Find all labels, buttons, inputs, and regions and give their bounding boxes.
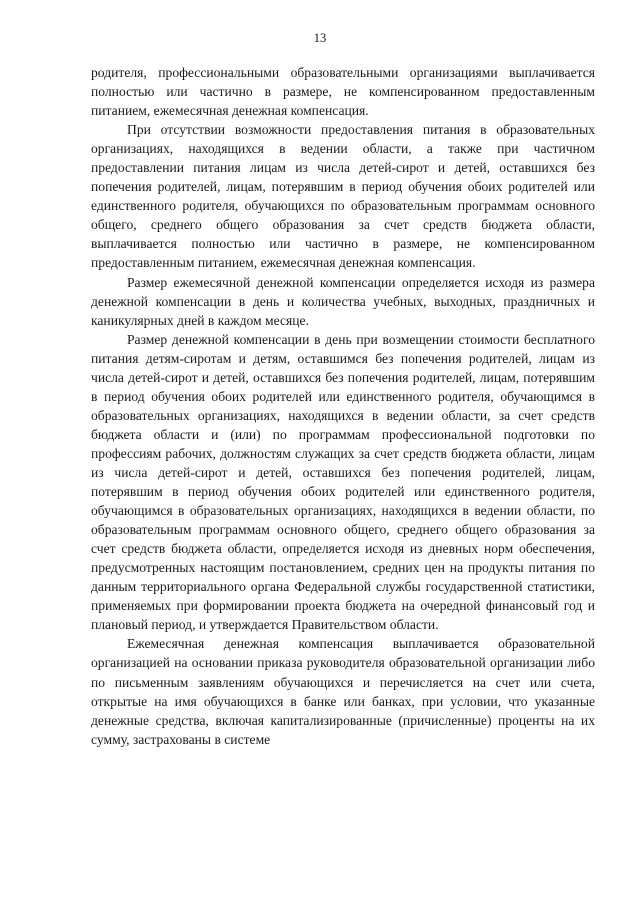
page-number: 13 [313, 31, 327, 45]
paragraph: При отсутствии возможности предоставления питания в образовательных организациях, находящихся в ведении области, а также при частичном предоставлении питания лицам из числа детей-сирот и детей, оставшихся без попечения родителей, лицам, потерявшим в период обучения обоих родителей или единственного родителя, обучающихся по образовательным программам основного общего, среднего общего образования за счет средств бюджета области, выплачивается полностью или частично в размере, не компенсированном предоставленным питанием, ежемесячная денежная компенсация. [91, 122, 595, 271]
paragraph: Размер ежемесячной денежной компенсации определяется исходя из размера денежной компенсации в день и количества учебных, выходных, праздничных и каникулярных дней в каждом месяце. [91, 274, 595, 328]
paragraph: Размер денежной компенсации в день при возмещении стоимости бесплатного питания детям-сиротам и детям, оставшимся без попечения родителей, лицам из числа детей-сирот и детей, оставшихся без попечения родителей, лицам, потерявшим в период обучения обоих родителей или единственного родителя, обучающимся в образовательных организациях, находящихся в ведении области, за счет средств бюджета области и (или) по программам профессиональной подготовки по профессиям рабочих, должностям служащих за счет средств бюджета области, лицам из числа детей-сирот и детей, оставшихся без попечения родителей, лицам, потерявшим в период обучения обоих родителей или единственного родителя, обучающимся в образовательных организациях, находящихся в ведении области, по образовательным программам основного общего, среднего общего образования за счет средств бюджета области, определяется исходя из дневных норм обеспечения, предусмотренных настоящим постановлением, средних цен на продукты питания по данным территориального органа Федеральной службы государственной статистики, применяемых при формировании проекта бюджета на очередной финансовый год и плановый период, и утверждается Правительством области. [91, 331, 595, 633]
paragraph: Ежемесячная денежная компенсация выплачивается образовательной организацией на основании приказа руководителя образовательной организации либо по письменным заявлениям обучающихся и перечисляется на счет или счета, открытые на имя обучающихся в банке или банках, при условии, что указанные денежные средства, включая капитализированные (причисленные) проценты на их сумму, застрахованы в системе [91, 636, 595, 747]
paragraph-continuation: родителя, профессиональными образовательными организациями выплачивается полностью или частично в размере, не компенсированном предоставленным питанием, ежемесячная денежная компенсация. [91, 65, 595, 119]
document-body [91, 63, 595, 749]
